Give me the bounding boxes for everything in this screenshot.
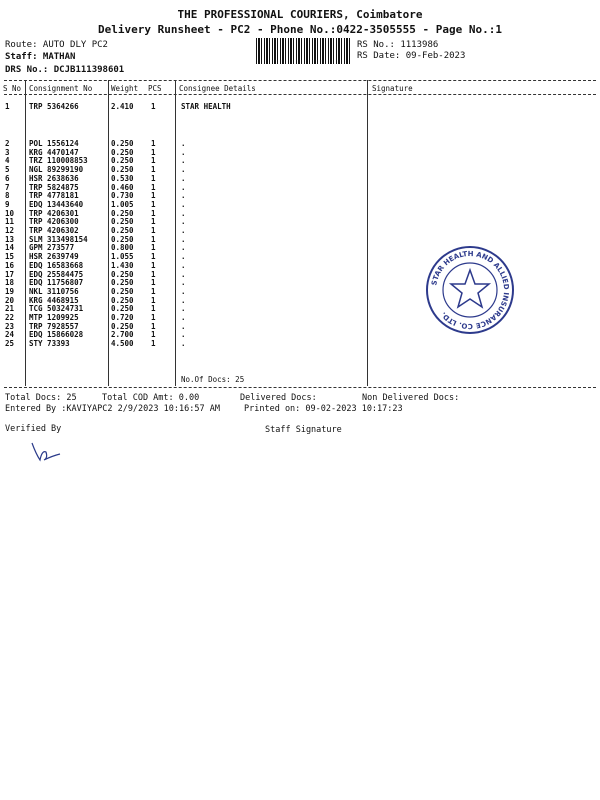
table-row (0, 192, 600, 201)
company-stamp-icon (424, 244, 516, 336)
row-sno: 22 (5, 313, 15, 322)
row-consignee-details: . (181, 243, 186, 253)
row-sno: 14 (5, 243, 15, 253)
table-row (0, 218, 600, 227)
col-header-details: Consignee Details (179, 84, 256, 93)
row-consignee-details: . (181, 147, 186, 157)
row-pcs: 1 (151, 234, 156, 244)
table-top-rule (4, 80, 596, 81)
row-pcs: 1 (151, 269, 156, 279)
row-consignment-no: EDQ 15866028 (29, 330, 84, 340)
company-title: THE PROFESSIONAL COURIERS, Coimbatore (177, 8, 423, 21)
row-pcs: 1 (151, 217, 156, 227)
row-sno: 7 (5, 182, 10, 192)
row-sno: 10 (5, 208, 15, 218)
row-pcs: 1 (151, 147, 156, 157)
no-of-docs: No.Of Docs: 25 (181, 375, 245, 384)
row-pcs: 1 (151, 321, 156, 331)
row-weight: 0.250 (111, 226, 134, 235)
verified-by: Verified By (5, 424, 62, 434)
row-consignment-no: HSR 2639749 (29, 252, 79, 262)
table-row (0, 184, 600, 193)
table-header-rule (4, 94, 596, 95)
row-consignee-details: . (181, 226, 186, 235)
row-consignee-details: . (181, 330, 186, 340)
staff-signature: Staff Signature (265, 425, 342, 435)
row-weight: 0.250 (111, 139, 134, 148)
runsheet-subtitle: Delivery Runsheet - PC2 - Phone No.:0422-3505555 - Page No.:1 (98, 23, 502, 36)
table-row (0, 166, 600, 175)
row-weight: 2.410 (111, 102, 134, 111)
table-row (0, 175, 600, 184)
svg-text:STAR HEALTH AND ALLIED INSURAN: STAR HEALTH AND ALLIED INSURANCE CO. LTD. (430, 249, 511, 331)
table-row (0, 227, 600, 236)
row-weight: 0.250 (111, 295, 134, 305)
row-pcs: 1 (151, 156, 156, 166)
row-pcs: 1 (151, 304, 156, 314)
row-weight: 0.800 (111, 243, 134, 253)
total-docs: Total Docs: 25 (5, 393, 77, 403)
row-consignment-no: EDQ 11756807 (29, 278, 84, 288)
row-sno: 16 (5, 260, 15, 270)
row-consignee-details: . (181, 139, 186, 148)
table-row (0, 340, 600, 349)
row-consignment-no: GPM 273577 (29, 243, 75, 253)
row-consignee-details: . (181, 313, 186, 322)
row-consignee-details: . (181, 321, 186, 331)
row-pcs: 1 (151, 286, 156, 296)
row-sno: 20 (5, 295, 15, 305)
row-consignee-details: . (181, 278, 186, 288)
row-weight: 1.005 (111, 199, 134, 209)
row-pcs: 1 (151, 295, 156, 305)
row-sno: 9 (5, 199, 10, 209)
row-consignment-no: TRP 4778181 (29, 191, 79, 201)
row-consignment-no: SLM 313498154 (29, 234, 88, 244)
row-pcs: 1 (151, 165, 156, 175)
row-consignment-no: NGL 89299190 (29, 165, 84, 175)
row-weight: 1.055 (111, 252, 134, 262)
row-consignee-details: . (181, 182, 186, 192)
row-pcs: 1 (151, 208, 156, 218)
row-consignment-no: TRP 4206302 (29, 226, 79, 235)
col-header-consignment: Consignment No (29, 84, 93, 93)
row-consignment-no: TCG 50324731 (29, 304, 84, 314)
row-sno: 18 (5, 278, 15, 288)
row-consignee-details: . (181, 260, 186, 270)
row-weight: 0.250 (111, 304, 134, 314)
row-consignment-no: EDQ 13443640 (29, 199, 84, 209)
row-consignment-no: TRP 4206300 (29, 217, 79, 227)
row-sno: 25 (5, 339, 15, 349)
row-weight: 0.250 (111, 217, 134, 227)
row-consignment-no: EDQ 25584475 (29, 269, 84, 279)
row-consignee-details: . (181, 173, 186, 183)
row-consignee-details: . (181, 199, 186, 209)
row-consignee-details: . (181, 286, 186, 296)
row-sno: 1 (5, 102, 10, 111)
route-label: Route: AUTO DLY PC2 (5, 40, 108, 50)
row-consignment-no: TRP 7928557 (29, 321, 79, 331)
row-pcs: 1 (151, 243, 156, 253)
row-sno: 4 (5, 156, 10, 166)
row-sno: 23 (5, 321, 15, 331)
table-row (0, 157, 600, 166)
row-consignee-details: . (181, 269, 186, 279)
row-consignment-no: TRP 5364266 (29, 102, 79, 111)
row-sno: 19 (5, 286, 15, 296)
row-sno: 21 (5, 304, 15, 314)
row-pcs: 1 (151, 252, 156, 262)
col-header-pcs: PCS (148, 84, 162, 93)
col-header-sno: S No (3, 84, 22, 93)
row-weight: 2.700 (111, 330, 134, 340)
row-pcs: 1 (151, 182, 156, 192)
row-pcs: 1 (151, 226, 156, 235)
row-consignee-details: . (181, 165, 186, 175)
row-consignment-no: MTP 1209925 (29, 313, 79, 322)
row-consignee-details: . (181, 156, 186, 166)
row-weight: 0.250 (111, 269, 134, 279)
row-consignee-details: . (181, 208, 186, 218)
row-consignee-details: . (181, 252, 186, 262)
row-sno: 24 (5, 330, 15, 340)
table-row (0, 201, 600, 210)
table-row (0, 103, 600, 112)
row-sno: 3 (5, 147, 10, 157)
row-pcs: 1 (151, 191, 156, 201)
entered-by: Entered By :KAVIYAPC2 2/9/2023 10:16:57 AM (5, 404, 220, 414)
row-pcs: 1 (151, 313, 156, 322)
table-row (0, 210, 600, 219)
row-sno: 8 (5, 191, 10, 201)
row-consignment-no: POL 1556124 (29, 139, 79, 148)
row-consignment-no: STY 73393 (29, 339, 70, 349)
row-weight: 0.250 (111, 165, 134, 175)
row-sno: 17 (5, 269, 15, 279)
printed-on: Printed on: 09-02-2023 10:17:23 (244, 404, 403, 414)
row-consignee-details: . (181, 191, 186, 201)
row-pcs: 1 (151, 102, 156, 111)
row-weight: 0.730 (111, 191, 134, 201)
row-weight: 0.250 (111, 286, 134, 296)
row-weight: 0.250 (111, 278, 134, 288)
row-pcs: 1 (151, 339, 156, 349)
row-weight: 0.460 (111, 182, 134, 192)
row-consignment-no: TRP 4206301 (29, 208, 79, 218)
row-consignment-no: TRZ 110008853 (29, 156, 88, 166)
drs-number: DRS No.: DCJB111398601 (5, 65, 125, 75)
row-weight: 0.720 (111, 313, 134, 322)
row-pcs: 1 (151, 173, 156, 183)
row-sno: 11 (5, 217, 15, 227)
row-sno: 13 (5, 234, 15, 244)
row-consignment-no: NKL 3110756 (29, 286, 79, 296)
row-consignment-no: EDQ 16583668 (29, 260, 84, 270)
row-sno: 15 (5, 252, 15, 262)
total-cod-amount: Total COD Amt: 0.00 (102, 393, 200, 403)
table-row (0, 149, 600, 158)
row-consignment-no: KRG 4470147 (29, 147, 79, 157)
row-sno: 6 (5, 173, 10, 183)
row-consignment-no: TRP 5824875 (29, 182, 79, 192)
table-bottom-rule (4, 387, 596, 388)
delivered-docs: Delivered Docs: (240, 393, 317, 403)
row-consignee-details: . (181, 234, 186, 244)
row-weight: 0.250 (111, 234, 134, 244)
row-weight: 0.250 (111, 156, 134, 166)
row-weight: 0.250 (111, 321, 134, 331)
row-sno: 2 (5, 139, 10, 148)
rs-date: RS Date: 09-Feb-2023 (357, 51, 466, 61)
row-pcs: 1 (151, 278, 156, 288)
row-consignee-details: STAR HEALTH (181, 102, 231, 111)
barcode (256, 38, 352, 64)
col-header-signature: Signature (372, 84, 413, 93)
row-weight: 1.430 (111, 260, 134, 270)
rs-number: RS No.: 1113986 (357, 40, 439, 50)
row-consignment-no: HSR 2638636 (29, 173, 79, 183)
table-row (0, 140, 600, 149)
row-pcs: 1 (151, 330, 156, 340)
row-pcs: 1 (151, 260, 156, 270)
row-consignee-details: . (181, 339, 186, 349)
signature-scribble-icon (30, 440, 70, 464)
col-header-weight: Weight (111, 84, 139, 93)
staff-label: Staff: MATHAN (5, 52, 76, 62)
row-weight: 0.530 (111, 173, 134, 183)
row-consignee-details: . (181, 295, 186, 305)
row-weight: 0.250 (111, 147, 134, 157)
row-weight: 4.500 (111, 339, 134, 349)
row-sno: 12 (5, 226, 15, 235)
non-delivered-docs: Non Delivered Docs: (362, 393, 460, 403)
row-weight: 0.250 (111, 208, 134, 218)
row-consignment-no: KRG 4468915 (29, 295, 79, 305)
row-consignee-details: . (181, 217, 186, 227)
row-sno: 5 (5, 165, 10, 175)
row-pcs: 1 (151, 199, 156, 209)
row-consignee-details: . (181, 304, 186, 314)
row-pcs: 1 (151, 139, 156, 148)
